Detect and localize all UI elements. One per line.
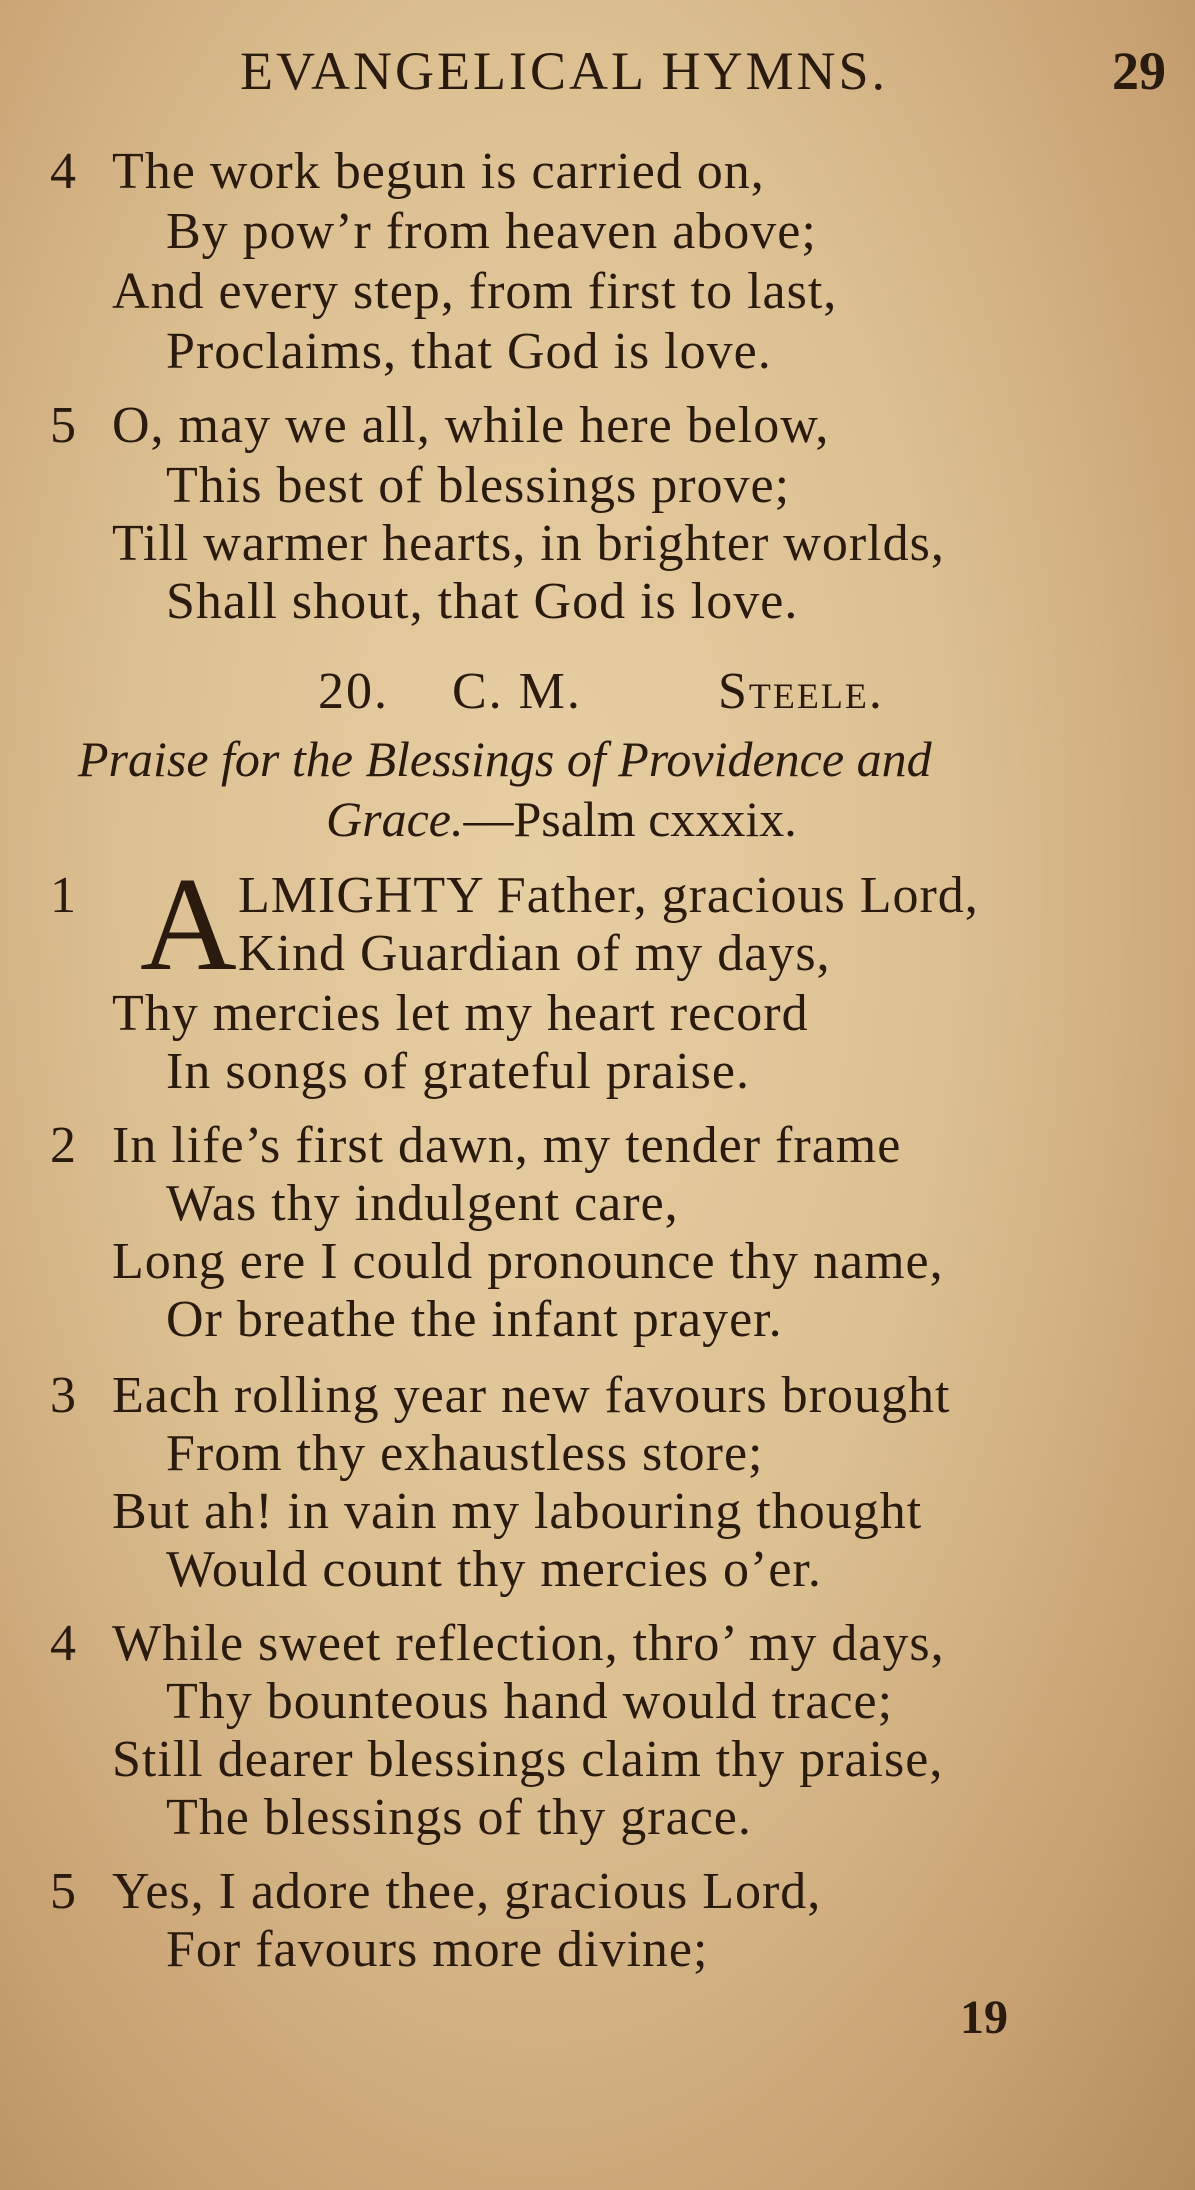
stanza-number: 3	[50, 1367, 76, 1424]
verse-line: The work begun is carried on,	[112, 143, 765, 200]
verse-line: By pow’r from heaven above;	[166, 203, 817, 260]
hymn-meter: C. M.	[452, 663, 582, 720]
verse-line: But ah! in vain my labouring thought	[112, 1483, 923, 1540]
verse-line: Thy bounteous hand would trace;	[166, 1673, 894, 1730]
hymn-number: 20.	[318, 663, 389, 720]
subtitle-grace: Grace.	[326, 791, 464, 847]
verse-line: Kind Guardian of my days,	[238, 925, 831, 982]
verse-line: Still dearer blessings claim thy praise,	[112, 1731, 944, 1788]
verse-line: While sweet reflection, thro’ my days,	[112, 1615, 945, 1672]
hymn-author: Steele.	[718, 663, 884, 720]
page-number: 29	[1112, 41, 1166, 101]
verse-line: From thy exhaustless store;	[166, 1425, 764, 1482]
verse-line: Thy mercies let my heart record	[112, 985, 809, 1042]
verse-line: Till warmer hearts, in brighter worlds,	[112, 515, 945, 572]
verse-line: Proclaims, that God is love.	[166, 323, 772, 380]
stanza-number: 5	[50, 1863, 76, 1920]
verse-line: For favours more divine;	[166, 1921, 709, 1978]
verse-line: Or breathe the infant prayer.	[166, 1291, 783, 1348]
verse-line: This best of blessings prove;	[166, 457, 791, 514]
page-header	[0, 40, 1195, 110]
verse-line: O, may we all, while here below,	[112, 397, 830, 454]
verse-line: Shall shout, that God is love.	[166, 573, 799, 630]
subtitle-line	[326, 790, 797, 848]
verse-line: And every step, from first to last,	[112, 263, 838, 320]
verse-line: Each rolling year new favours brought	[112, 1367, 951, 1424]
running-title: EVANGELICAL HYMNS.	[240, 41, 888, 101]
stanza-number: 5	[50, 397, 76, 454]
subtitle-line: Praise for the Blessings of Providence and	[78, 731, 932, 787]
drop-cap: A	[140, 850, 237, 998]
verse-line: LMIGHTY Father, gracious Lord,	[238, 867, 979, 924]
verse-line: Long ere I could pronounce thy name,	[112, 1233, 944, 1290]
signature-mark: 19	[960, 1991, 1008, 2044]
verse-line: In songs of grateful praise.	[166, 1043, 750, 1100]
verse-line: Was thy indulgent care,	[166, 1175, 679, 1232]
stanza-number: 2	[50, 1117, 76, 1174]
stanza-number: 4	[50, 1615, 76, 1672]
stanza-number: 4	[50, 143, 76, 200]
verse-line: Would count thy mercies o’er.	[166, 1541, 822, 1598]
stanza-number: 1	[50, 867, 76, 924]
verse-line: In life’s first dawn, my tender frame	[112, 1117, 902, 1174]
verse-line: Yes, I adore thee, gracious Lord,	[112, 1863, 822, 1920]
verse-line: The blessings of thy grace.	[166, 1789, 752, 1846]
subtitle-psalm-reference: —Psalm cxxxix.	[463, 791, 797, 847]
